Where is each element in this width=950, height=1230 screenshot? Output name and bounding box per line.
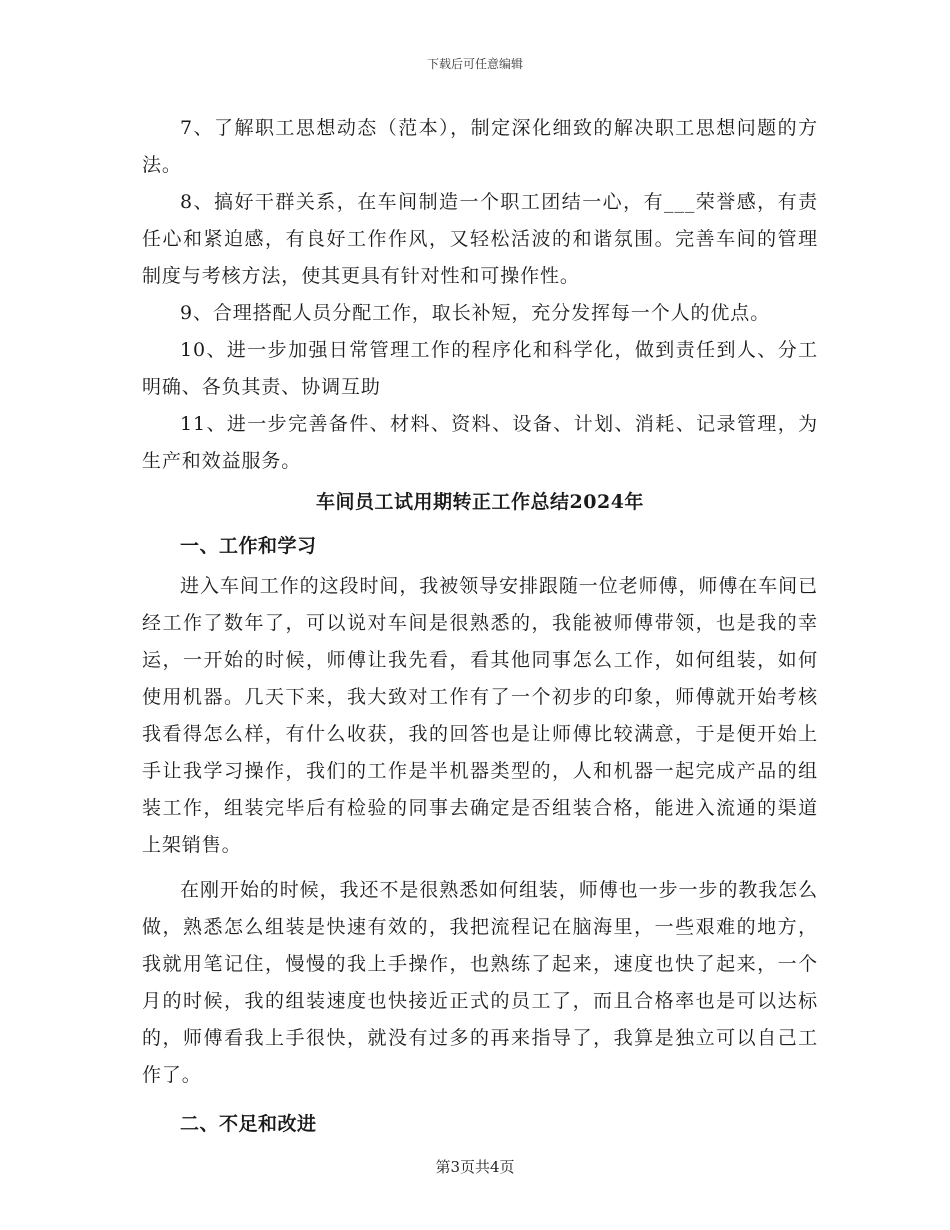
document-body xyxy=(142,110,818,1146)
section-title: 车间员工试用期转正工作总结2024年 xyxy=(316,491,644,513)
item-9: 9、合理搭配人员分配工作，取长补短，充分发挥每一个人的优点。 xyxy=(180,302,771,324)
page-number: 第3页共4页 xyxy=(435,1158,515,1176)
heading-shortcomings: 二、不足和改进 xyxy=(180,1113,317,1135)
item-7: 7、了解职工思想动态（范本），制定深化细致的解决职工思想问题的方法。 xyxy=(142,117,818,176)
item-8: 8、搞好干群关系，在车间制造一个职工团结一心，有___荣誉感，有责任心和紧迫感，有良好工作作风，又轻松活波的和谐氛围。完善车间的管理制度与考核方法，使其更具有针对性和可操作性。 xyxy=(142,191,818,287)
heading-work-and-study: 一、工作和学习 xyxy=(180,535,317,557)
paragraph-work-1: 进入车间工作的这段时间，我被领导安排跟随一位老师傅，师傅在车间已经工作了数年了，可以说对车间是很熟悉的，我能被师傅带领，也是我的幸运，一开始的时候，师傅让我先看，看其他同事怎么工作，如何组装，如何使用机器。几天下来，我大致对工作有了一个初步的印象，师傅就开始考核我看得怎么样，有什么收获，我的回答也是让师傅比较满意，于是便开始上手让我学习操作，我们的工作是半机器类型的，人和机器一起完成产品的组装工作，组装完毕后有检验的同事去确定是否组装合格，能进入流通的渠道上架销售。 xyxy=(142,575,818,856)
item-10: 10、进一步加强日常管理工作的程序化和科学化，做到责任到人、分工明确、各负其责、协调互助 xyxy=(142,339,818,398)
paragraph-work-2: 在刚开始的时候，我还不是很熟悉如何组装，师傅也一步一步的教我怎么做，熟悉怎么组装是快速有效的，我把流程记在脑海里，一些艰难的地方，我就用笔记住，慢慢的我上手操作，也熟练了起来，速度也快了起来，一个月的时候，我的组装速度也快接近正式的员工了，而且合格率也是可以达标的，师傅看我上手很快，就没有过多的再来指导了，我算是独立可以自己工作了。 xyxy=(142,879,818,1086)
header-note: 下载后可任意编辑 xyxy=(426,57,523,71)
item-11: 11、进一步完善备件、材料、资料、设备、计划、消耗、记录管理，为生产和效益服务。 xyxy=(142,413,818,472)
